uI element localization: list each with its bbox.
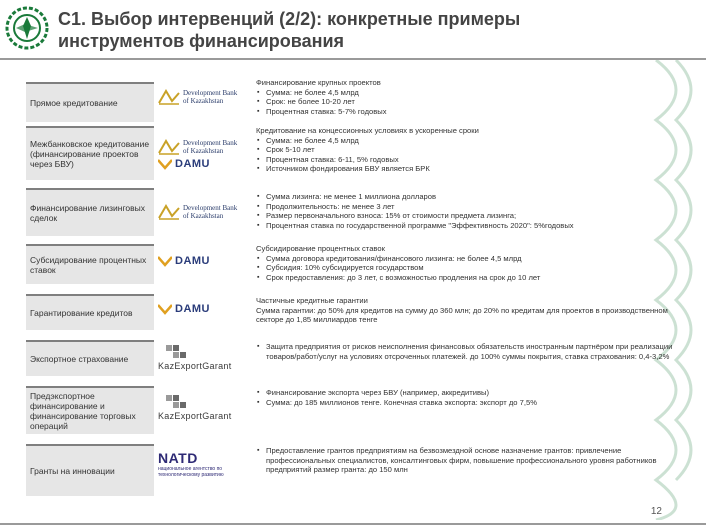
category-cell [26,126,154,180]
page-title [58,8,658,52]
category-label: Предэкспортное финансирование и финансирование торговых операций [30,391,136,431]
organization-logo-icon [4,4,50,52]
logo-cell [158,192,248,232]
bullet-list [256,88,686,117]
description-cell [256,342,686,361]
bullet-list [256,446,686,475]
bullet-item: ▪ Финансирование экспорта через БВУ (например, аккредитивы) [256,388,686,398]
description-cell [256,446,686,475]
category-cell [26,294,154,330]
description-text: Сумма гарантии: до 50% для кредитов на сумму до 360 млн; до 20% по кредитам для проектов в производственном секторе до 1,85 миллиардов тенге [256,305,668,325]
dbk-name-line2: of Kazakhstan [183,146,224,155]
dbk-name-line1: Development Bank [183,204,238,212]
description-heading: Субсидирование процентных ставок [256,244,385,253]
description-cell [256,78,686,116]
description-cell [256,126,686,174]
bullet-list [256,136,686,174]
category-cell [26,244,154,284]
damu-icon [158,303,172,315]
natd-subtitle: национальное агентство по технологическому развитию [158,466,224,478]
damu-logo [158,255,210,267]
kazexportgarant-logo [158,345,232,371]
natd-logo [158,450,248,478]
category-label: Субсидирование процентных ставок [30,255,147,275]
description-cell [256,192,686,230]
description-heading: Кредитование на концессионных условиях в ускоренные сроки [256,126,479,135]
category-label: Гарантирование кредитов [30,308,133,318]
damu-name: DAMU [175,157,210,170]
kazexportgarant-name: KazExportGarant [158,411,232,421]
damu-icon [158,158,172,170]
logo-cell [158,80,248,114]
bullet-item: ▪ Срок 5-10 лет [256,145,686,155]
category-cell [26,386,154,434]
description-cell [256,388,686,407]
development-bank-icon [158,139,180,155]
development-bank-logo [158,139,237,155]
description-cell [256,296,686,325]
logo-cell [158,246,248,276]
bullet-item: ▪ Сумма: не более 4,5 млрд [256,136,686,146]
bullet-list [256,388,686,407]
bullet-item: ▪ Источником фондирования БВУ является БРК [256,164,686,174]
bullet-list [256,342,686,361]
bullet-item: ▪ Срок: не более 10-20 лет [256,97,686,107]
kazexportgarant-logo [158,395,232,421]
category-label: Межбанковское кредитование (финансирование проектов через БВУ) [30,139,150,169]
bullet-item: ▪ Продолжительность: не менее 3 лет [256,202,686,212]
kazexportgarant-name: KazExportGarant [158,361,232,371]
bullet-item: ▪ Защита предприятия от рисков неисполнения финансовых обязательств иностранным партнёром при реализации товаров/работ/услуг на условиях отсроченных платежей. до 100% суммы покрытия, ставка страхования: 0,4-3,2% [256,342,686,361]
category-label: Прямое кредитование [30,98,118,108]
dbk-name-line2: of Kazakhstan [183,97,224,105]
description-cell [256,244,686,282]
bullet-item: ▪ Сумма договора кредитования/финансового лизинга: не более 4,5 млрд [256,254,686,264]
development-bank-icon [158,204,180,220]
bullet-list [256,192,686,230]
bullet-item: ▪ Процентная ставка: 6-11, 5% годовых [256,155,686,165]
bullet-item: ▪ Сумма: не более 4,5 млрд [256,88,686,98]
category-cell [26,444,154,496]
damu-name: DAMU [175,255,210,267]
kazexportgarant-icon [158,345,188,361]
title-line-2: инструментов финансирования [58,31,345,51]
bullet-item: ▪ Предоставление грантов предприятиям на безвозмездной основе назначение грантов: привлечение профессиональных специалистов, консалтинговых фирм, повышение профессионального уровня работников предприятий размер гранта: до 150 млн [256,446,686,475]
category-label: Экспортное страхование [30,354,129,364]
development-bank-logo [158,89,237,105]
damu-logo [158,158,210,170]
bullet-item: ▪ Процентная ставка: 5-7% годовых [256,107,686,117]
kazexportgarant-icon [158,395,188,411]
bullet-item: ▪ Размер первоначального взноса: 15% от стоимости предмета лизинга; [256,211,686,221]
natd-name: NATD [158,450,198,466]
bullet-item: ▪ Субсидия: 10% субсидируется государством [256,263,686,273]
description-heading: Частичные кредитные гарантии [256,296,368,305]
logo-cell [158,390,248,426]
damu-logo [158,303,210,315]
damu-icon [158,255,172,267]
bullet-item: ▪ Сумма: до 185 миллионов тенге. Конечная ставка экспорта: экспорт до 7,5% [256,398,686,408]
bullet-item: ▪ Срок предоставления: до 3 лет, с возможностью продления на срок до 10 лет [256,273,686,283]
dbk-name-line2: of Kazakhstan [183,212,224,220]
dbk-name-line1: Development Bank [183,89,238,97]
bullet-item: ▪ Процентная ставка по государственной программе "Эффективность 2020": 5%годовых [256,221,686,231]
damu-name: DAMU [175,303,210,315]
category-cell [26,188,154,236]
category-label: Финансирование лизинговых сделок [30,203,146,223]
page-number: 12 [650,506,662,517]
logo-cell [158,448,248,480]
category-cell [26,340,154,376]
logo-cell [158,340,248,376]
category-label: Гранты на инновации [30,466,115,476]
dbk-name-line1: Development Bank [183,138,238,147]
title-line-1: С1. Выбор интервенций (2/2): конкретные примеры [58,9,521,29]
bullet-item: ▪ Сумма лизинга: не менее 1 миллиона долларов [256,192,686,202]
category-cell [26,82,154,122]
logo-cell [158,128,248,180]
development-bank-logo [158,204,237,220]
logo-cell [158,294,248,324]
title-divider [0,58,706,60]
bullet-list [256,254,686,283]
description-heading: Финансирование крупных проектов [256,78,381,87]
development-bank-icon [158,89,180,105]
footer-divider [0,523,706,525]
